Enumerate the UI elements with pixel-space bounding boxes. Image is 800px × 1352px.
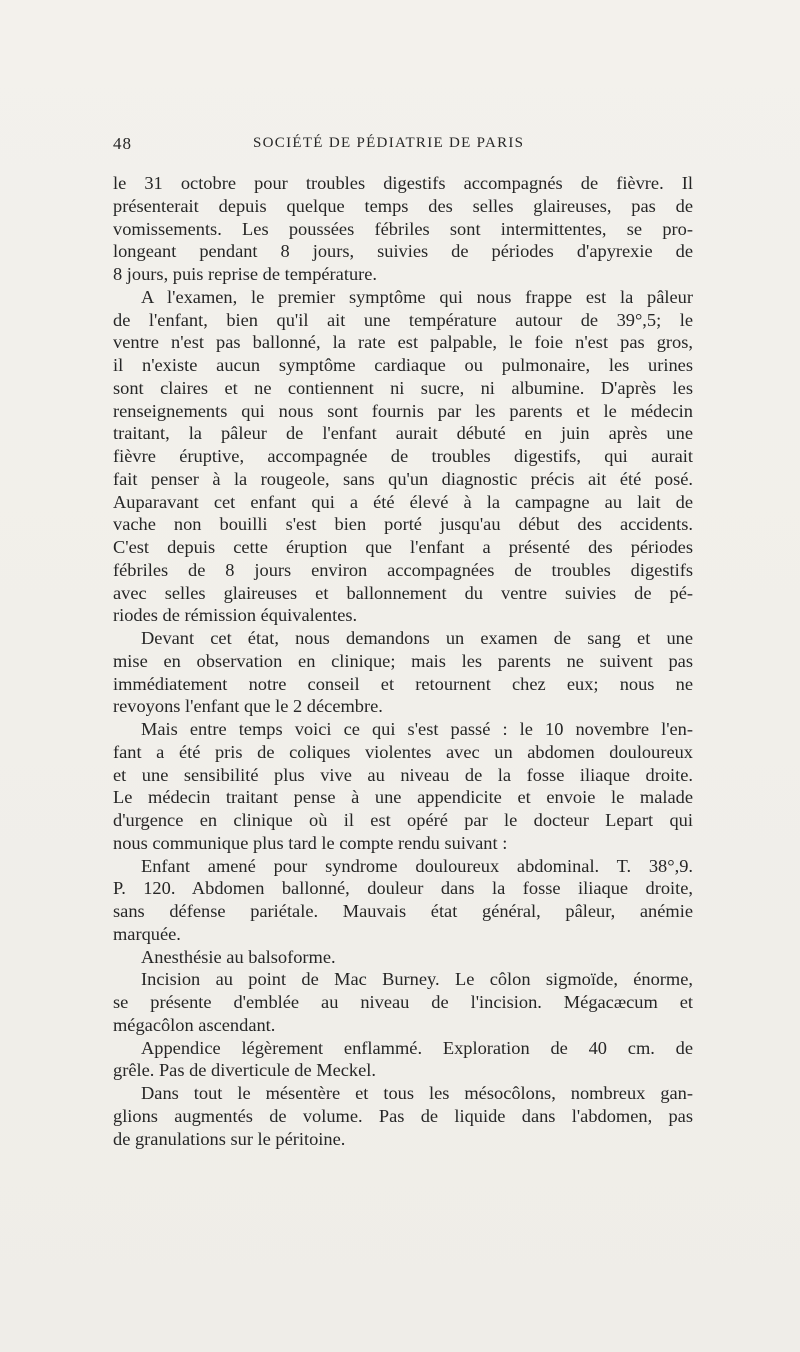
text-line: immédiatement notre conseil et retournent chez eux; nous ne xyxy=(113,673,693,694)
text-line: sans défense pariétale. Mauvais état général, pâleur, anémie xyxy=(113,901,693,921)
page-number: 48 xyxy=(113,134,132,153)
text-line: fébriles de 8 jours environ accompagnées de troubles digestifs xyxy=(113,559,693,580)
text-line: nous communique plus tard le compte rendu suivant : xyxy=(113,832,508,853)
text-line: Devant cet état, nous demandons un examen de sang et une xyxy=(141,628,693,648)
text-line: Anesthésie au balsoforme. xyxy=(141,946,336,967)
text-line: d'urgence en clinique où il est opéré par le docteur Lepart qui xyxy=(113,810,693,830)
text-line: Appendice légèrement enflammé. Exploration de 40 cm. de xyxy=(141,1037,693,1058)
text-line: fait penser à la rougeole, sans qu'un diagnostic précis ait été posé. xyxy=(113,468,693,489)
text-line: P. 120. Abdomen ballonné, douleur dans la fosse iliaque droite, xyxy=(113,878,693,899)
text-line: mégacôlon ascendant. xyxy=(113,1014,276,1035)
text-line: Enfant amené pour syndrome douloureux abdominal. T. 38°,9. xyxy=(141,855,693,876)
text-line: Dans tout le mésentère et tous les mésocôlons, nombreux gan- xyxy=(141,1083,693,1103)
text-line: Le médecin traitant pense à une appendicite et envoie le malade xyxy=(113,787,693,808)
text-line: Incision au point de Mac Burney. Le côlon sigmoïde, énorme, xyxy=(141,969,693,990)
text-line: marquée. xyxy=(113,923,181,944)
text-line: avec selles glaireuses et ballonnement du ventre suivies de pé- xyxy=(113,582,693,603)
text-line: présenterait depuis quelque temps des selles glaireuses, pas de xyxy=(113,195,693,216)
text-line: et une sensibilité plus vive au niveau de la fosse iliaque droite. xyxy=(113,764,693,785)
text-line: mise en observation en clinique; mais les parents ne suivent pas xyxy=(113,650,693,671)
text-line: riodes de rémission équivalentes. xyxy=(113,605,358,626)
text-line: il n'existe aucun symptôme cardiaque ou pulmonaire, les urines xyxy=(113,355,693,375)
text-line: C'est depuis cette éruption que l'enfant a présenté des périodes xyxy=(113,537,693,557)
text-line: ventre n'est pas ballonné, la rate est palpable, le foie n'est pas gros, xyxy=(113,332,693,353)
text-line: Auparavant cet enfant qui a été élevé à la campagne au lait de xyxy=(113,491,693,512)
text-line: vache non bouilli s'est bien porté jusqu'au début des accidents. xyxy=(113,514,693,535)
text-line: fièvre éruptive, accompagnée de troubles digestifs, qui aurait xyxy=(113,446,693,466)
text-line: sont claires et ne contiennent ni sucre, ni albumine. D'après les xyxy=(113,377,693,398)
text-line: le 31 octobre pour troubles digestifs accompagnés de fièvre. Il xyxy=(113,173,693,193)
page-header xyxy=(113,134,693,156)
text-line: glions augmentés de volume. Pas de liquide dans l'abdomen, pas xyxy=(113,1105,693,1126)
text-line: A l'examen, le premier symptôme qui nous frappe est la pâleur xyxy=(141,286,693,307)
text-line: se présente d'emblée au niveau de l'incision. Mégacæcum et xyxy=(113,992,693,1012)
text-line: fant a été pris de coliques violentes avec un abdomen douloureux xyxy=(113,741,693,762)
body-text xyxy=(113,172,693,1150)
running-title: SOCIÉTÉ DE PÉDIATRIE DE PARIS xyxy=(253,135,525,151)
text-line: revoyons l'enfant que le 2 décembre. xyxy=(113,696,383,717)
text-line: renseignements qui nous sont fournis par les parents et le médecin xyxy=(113,400,693,421)
text-line: de l'enfant, bien qu'il ait une température autour de 39°,5; le xyxy=(113,309,693,330)
text-line: vomissements. Les poussées fébriles sont intermittentes, se pro- xyxy=(113,218,693,239)
text-line: traitant, la pâleur de l'enfant aurait débuté en juin après une xyxy=(113,423,693,444)
text-line: Mais entre temps voici ce qui s'est passé : le 10 novembre l'en- xyxy=(141,719,693,739)
text-line: 8 jours, puis reprise de température. xyxy=(113,264,378,284)
text-line: longeant pendant 8 jours, suivies de périodes d'apyrexie de xyxy=(113,241,693,262)
text-line: de granulations sur le péritoine. xyxy=(113,1128,346,1149)
text-line: grêle. Pas de diverticule de Meckel. xyxy=(113,1060,376,1081)
